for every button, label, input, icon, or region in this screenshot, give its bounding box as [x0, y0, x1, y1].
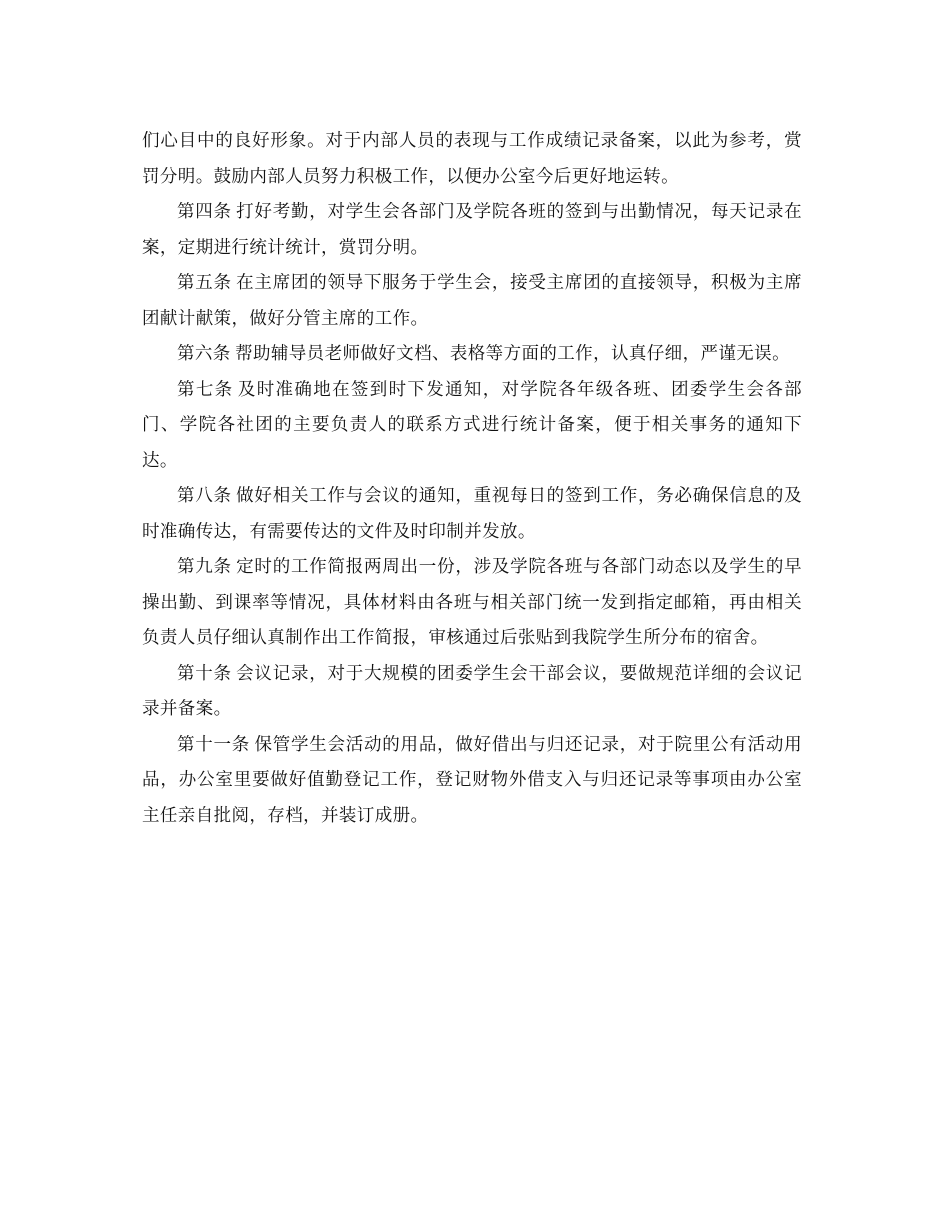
- article-number: 第五条: [177, 273, 232, 293]
- article-number: 第八条: [177, 486, 232, 506]
- paragraph-text: 们心目中的良好形象。对于内部人员的表现与工作成绩记录备案，以此为参考，赏罚分明。鼓励内部人员努力积极工作，以便办公室今后更好地运转。: [142, 131, 802, 187]
- document-body: [142, 124, 802, 834]
- article-number: 第七条: [177, 379, 234, 400]
- article-number: 第四条: [177, 202, 232, 222]
- article-number: 第十条: [177, 663, 232, 684]
- article-11-paragraph: [142, 728, 802, 835]
- article-number: 第六条: [177, 344, 231, 364]
- paragraph-text: 及时准确地在签到时下发通知，对学院各年级各班、团委学生会各部门、学院各社团的主要负责人的联系方式进行统计备案，便于相关事务的通知下达。: [142, 379, 803, 471]
- article-6-paragraph: [142, 337, 802, 373]
- article-5-paragraph: [142, 266, 802, 337]
- article-9-paragraph: [142, 550, 802, 657]
- article-number: 第十一条: [177, 734, 251, 755]
- paragraph-continuation: [142, 124, 802, 195]
- article-7-paragraph: [142, 373, 802, 480]
- paragraph-text: 打好考勤，对学生会各部门及学院各班的签到与出勤情况，每天记录在案，定期进行统计统计，赏罚分明。: [142, 202, 802, 258]
- article-4-paragraph: [142, 195, 802, 266]
- paragraph-text: 帮助辅导员老师做好文档、表格等方面的工作，认真仔细，严谨无误。: [235, 344, 790, 364]
- paragraph-text: 保管学生会活动的用品，做好借出与归还记录，对于院里公有活动用品，办公室里要做好值勤登记工作，登记财物外借支入与归还记录等事项由办公室主任亲自批阅，存档，并装订成册。: [142, 734, 802, 826]
- article-number: 第九条: [177, 557, 232, 577]
- paragraph-text: 做好相关工作与会议的通知，重视每日的签到工作，务必确保信息的及时准确传达，有需要传达的文件及时印制并发放。: [142, 486, 802, 542]
- paragraph-text: 定时的工作简报两周出一份，涉及学院各班与各部门动态以及学生的早操出勤、到课率等情况，具体材料由各班与相关部门统一发到指定邮箱，再由相关负责人员仔细认真制作出工作简报，审核通过后张贴到我院学生所分布的宿舍。: [142, 557, 802, 648]
- article-10-paragraph: [142, 657, 802, 728]
- paragraph-text: 在主席团的领导下服务于学生会，接受主席团的直接领导，积极为主席团献计献策，做好分管主席的工作。: [142, 273, 802, 329]
- article-8-paragraph: [142, 479, 802, 550]
- paragraph-text: 会议记录，对于大规模的团委学生会干部会议，要做规范详细的会议记录并备案。: [142, 663, 802, 719]
